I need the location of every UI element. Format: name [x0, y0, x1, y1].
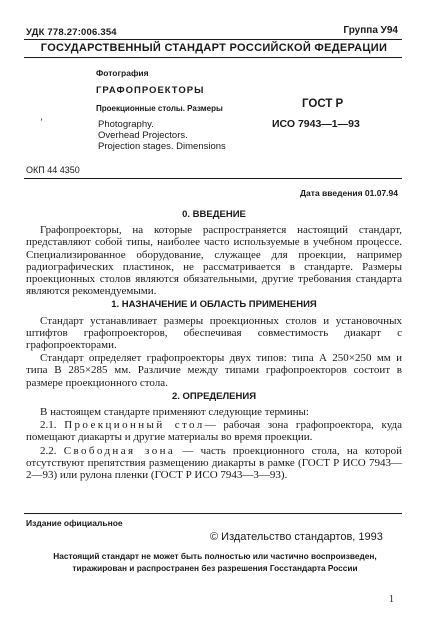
definition-text: — часть проекционного стола, на которой отсутствуют препятствия размещению диакарты в рамке (ГОСТ Р ИСО 7943—2—93) или рулона пленки (ГОСТ Р ИСО 7943—3—93).	[26, 444, 403, 482]
okp-code: ОКП 44 4350	[26, 165, 80, 175]
definition-free-zone	[26, 445, 402, 482]
header-rule-top	[24, 39, 402, 40]
reproduction-notice	[26, 550, 404, 574]
page-number: 1	[389, 594, 394, 605]
definition-term: Свободная зона	[63, 444, 176, 457]
date-of-introduction: Дата введения 01.07.94	[300, 188, 398, 198]
english-title-line: Photography.	[98, 119, 154, 130]
standard-category: Фотография	[96, 68, 149, 78]
udk-code: УДК 778.27:006.354	[26, 27, 117, 38]
intro-paragraph: Графопроекторы, на которые распространяется настоящий стандарт, представляют собой типы, наиболее часто используемые в учебном процессе. Специализированное оборудование, служащее для проекции, например радиографических пластинок, не рассматривается в стандарте. Размеры проекционных столов являются обязательными, другие требования стандарта являются рекомендуемыми.	[26, 224, 402, 298]
section-heading-intro: 0. ВВЕДЕНИЕ	[182, 209, 246, 220]
scope-paragraph-1: Стандарт устанавливает размеры проекционных столов и установочных штифтов графопроекторов, обеспечивая совместимость диакарт с графопроекторами.	[26, 314, 402, 352]
standard-title: ГРАФОПРОЕКТОРЫ	[96, 85, 205, 96]
english-title-line: Overhead Projectors.	[98, 130, 188, 141]
definition-number: 2.1.	[40, 419, 57, 432]
english-title	[98, 119, 226, 152]
document-body	[26, 207, 402, 481]
state-standard-title: ГОСУДАРСТВЕННЫЙ СТАНДАРТ РОССИЙСКОЙ ФЕДЕРАЦИИ	[40, 42, 388, 54]
standard-subtitle: Проекционные столы. Размеры	[96, 104, 223, 113]
section-heading-definitions: 2. ОПРЕДЕЛЕНИЯ	[171, 390, 257, 402]
footer-rule	[24, 513, 402, 514]
scope-paragraph-2: Стандарт определяет графопроекторы двух типов: типа А 250×250 мм и типа В 285×285 мм. Различие между типами графопроекторов состоит в размере проекционного стола.	[26, 352, 402, 389]
gost-designation-line2: ИСО 7943—1—93	[272, 118, 360, 130]
definitions-intro: В настоящем стандарте применяют следующие термины:	[40, 406, 309, 419]
okp-rule	[24, 178, 402, 179]
reproduction-notice-line: Настоящий стандарт не может быть полностью или частично воспроизведен,	[53, 551, 377, 561]
definition-number: 2.2.	[40, 444, 57, 457]
definition-projection-stage	[26, 419, 402, 443]
definition-text: — рабочая зона графопроектора, куда помещают диакарты и другие материалы во время проекции.	[26, 419, 402, 444]
margin-mark: ʼ	[40, 117, 43, 127]
official-edition-label: Издание официальное	[26, 518, 123, 528]
group-code: Группа У94	[343, 25, 398, 36]
english-title-line: Projection stages. Dimensions	[98, 141, 226, 152]
header-rule-bottom	[24, 57, 402, 58]
definition-term: Проекционный стол	[64, 419, 205, 432]
gost-designation-line1: ГОСТ Р	[302, 98, 344, 110]
copyright-notice: © Издательство стандартов, 1993	[210, 531, 383, 543]
reproduction-notice-line: тиражирован и распространен без разрешения Госстандарта России	[72, 563, 358, 573]
section-heading-scope: 1. НАЗНАЧЕНИЕ И ОБЛАСТЬ ПРИМЕНЕНИЯ	[111, 299, 317, 311]
